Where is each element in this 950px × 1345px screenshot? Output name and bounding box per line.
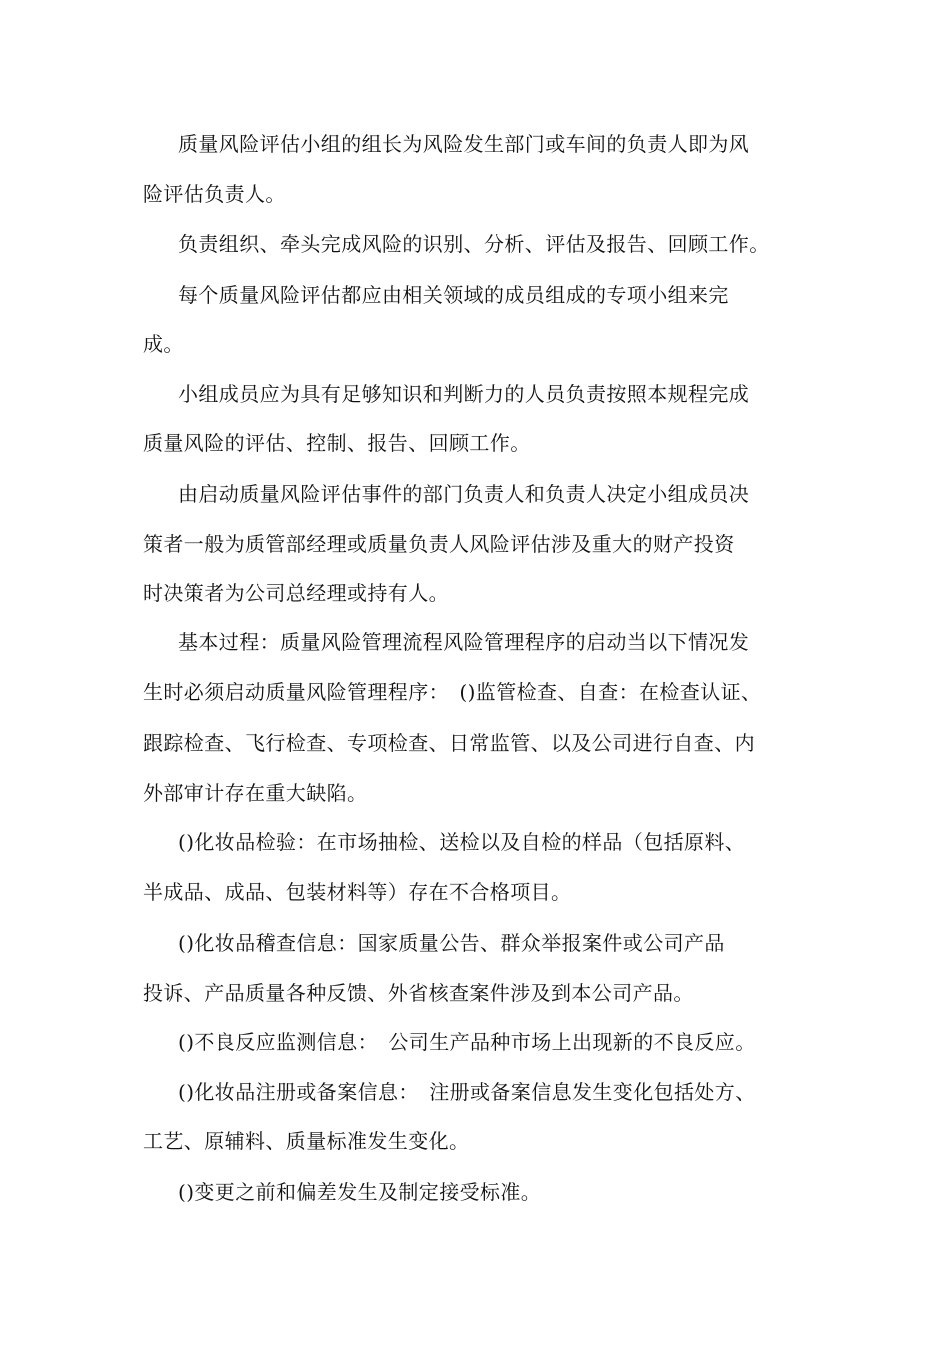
paragraph-3-line-2: 成。 <box>143 332 184 356</box>
paragraph-10-line-1: ()化妆品注册或备案信息： 注册或备案信息发生变化包括处方、 <box>178 1080 756 1104</box>
paragraph-1-line-2: 险评估负责人。 <box>143 182 286 206</box>
paragraph-2-line-1: 负责组织、牵头完成风险的识别、分析、评估及报告、回顾工作。 <box>178 232 770 256</box>
paragraph-5-line-2: 策者一般为质管部经理或质量负责人风险评估涉及重大的财产投资 <box>143 532 735 556</box>
paragraph-3-line-1: 每个质量风险评估都应由相关领域的成员组成的专项小组来完 <box>178 283 729 307</box>
paragraph-6-line-4: 外部审计存在重大缺陷。 <box>143 781 368 805</box>
paragraph-10-line-2: 工艺、原辅料、质量标准发生变化。 <box>143 1129 470 1153</box>
paragraph-6-line-1: 基本过程：质量风险管理流程风险管理程序的启动当以下情况发 <box>178 630 750 654</box>
paragraph-1-line-1: 质量风险评估小组的组长为风险发生部门或车间的负责人即为风 <box>178 132 750 156</box>
paragraph-7-line-2: 半成品、成品、包装材料等）存在不合格项目。 <box>143 880 572 904</box>
paragraph-5-line-3: 时决策者为公司总经理或持有人。 <box>143 581 449 605</box>
paragraph-9-line-1: ()不良反应监测信息： 公司生产品种市场上出现新的不良反应。 <box>178 1030 756 1054</box>
paragraph-6-line-3: 跟踪检查、飞行检查、专项检查、日常监管、以及公司进行自查、内 <box>143 731 755 755</box>
paragraph-7-line-1: ()化妆品检验：在市场抽检、送检以及自检的样品（包括原料、 <box>178 830 746 854</box>
paragraph-5-line-1: 由启动质量风险评估事件的部门负责人和负责人决定小组成员决 <box>178 482 750 506</box>
paragraph-4-line-2: 质量风险的评估、控制、报告、回顾工作。 <box>143 431 531 455</box>
paragraph-8-line-1: ()化妆品稽查信息：国家质量公告、群众举报案件或公司产品 <box>178 931 725 955</box>
paragraph-11-line-1: ()变更之前和偏差发生及制定接受标准。 <box>178 1180 542 1204</box>
paragraph-8-line-2: 投诉、产品质量各种反馈、外省核查案件涉及到本公司产品。 <box>143 981 694 1005</box>
paragraph-4-line-1: 小组成员应为具有足够知识和判断力的人员负责按照本规程完成 <box>178 382 750 406</box>
paragraph-6-line-2: 生时必须启动质量风险管理程序： ()监管检查、自查：在检查认证、 <box>143 680 762 704</box>
